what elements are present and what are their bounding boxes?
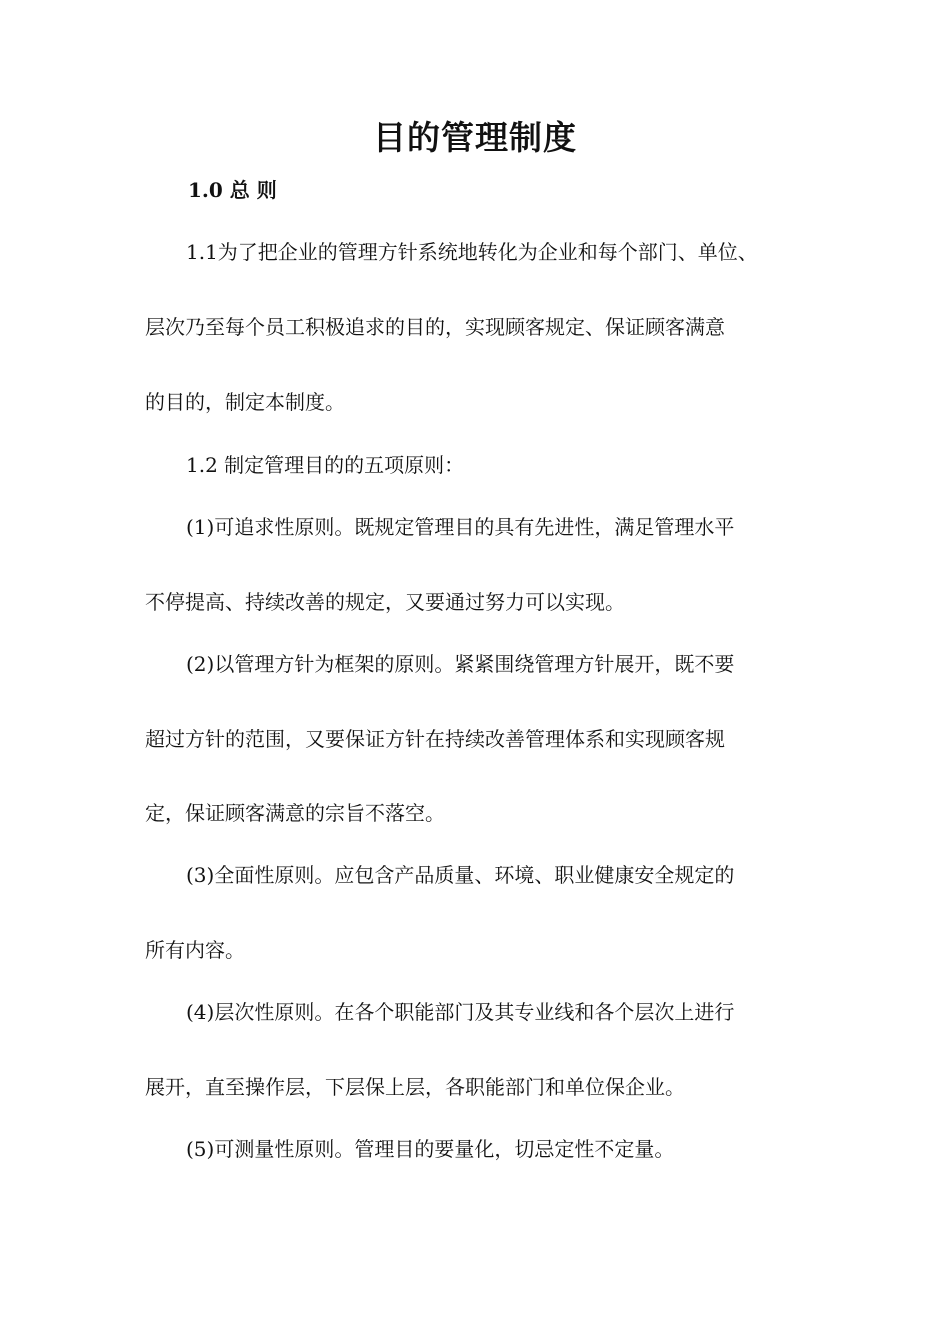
paragraph-line: 不停提高、持续改善的规定，又要通过努力可以实现。 bbox=[145, 590, 625, 614]
document-title: 目的管理制度 bbox=[373, 118, 577, 157]
paragraph-line: 的目的，制定本制度。 bbox=[145, 390, 345, 414]
paragraph-line: (2)以管理方针为框架的原则。紧紧围绕管理方针展开，既不要 bbox=[186, 652, 735, 676]
paragraph-line: 超过方针的范围，又要保证方针在持续改善管理体系和实现顾客规 bbox=[145, 727, 725, 751]
paragraph-line: (1)可追求性原则。既规定管理目的具有先进性，满足管理水平 bbox=[186, 515, 735, 539]
section-heading: 1.0 总 则 bbox=[188, 178, 277, 202]
paragraph-line: (4)层次性原则。在各个职能部门及其专业线和各个层次上进行 bbox=[186, 1000, 735, 1024]
paragraph-line: 层次乃至每个员工积极追求的目的，实现顾客规定、保证顾客满意 bbox=[145, 315, 725, 339]
paragraph-line: 定，保证顾客满意的宗旨不落空。 bbox=[145, 801, 445, 825]
paragraph-line: (5)可测量性原则。管理目的要量化，切忌定性不定量。 bbox=[186, 1137, 675, 1161]
paragraph-line: (3)全面性原则。应包含产品质量、环境、职业健康安全规定的 bbox=[186, 863, 735, 887]
paragraph-line: 1.2 制定管理目的的五项原则： bbox=[186, 453, 465, 477]
paragraph-line: 1.1为了把企业的管理方针系统地转化为企业和每个部门、单位、 bbox=[186, 240, 758, 264]
paragraph-line: 展开，直至操作层，下层保上层，各职能部门和单位保企业。 bbox=[145, 1075, 685, 1099]
paragraph-line: 所有内容。 bbox=[145, 938, 245, 962]
